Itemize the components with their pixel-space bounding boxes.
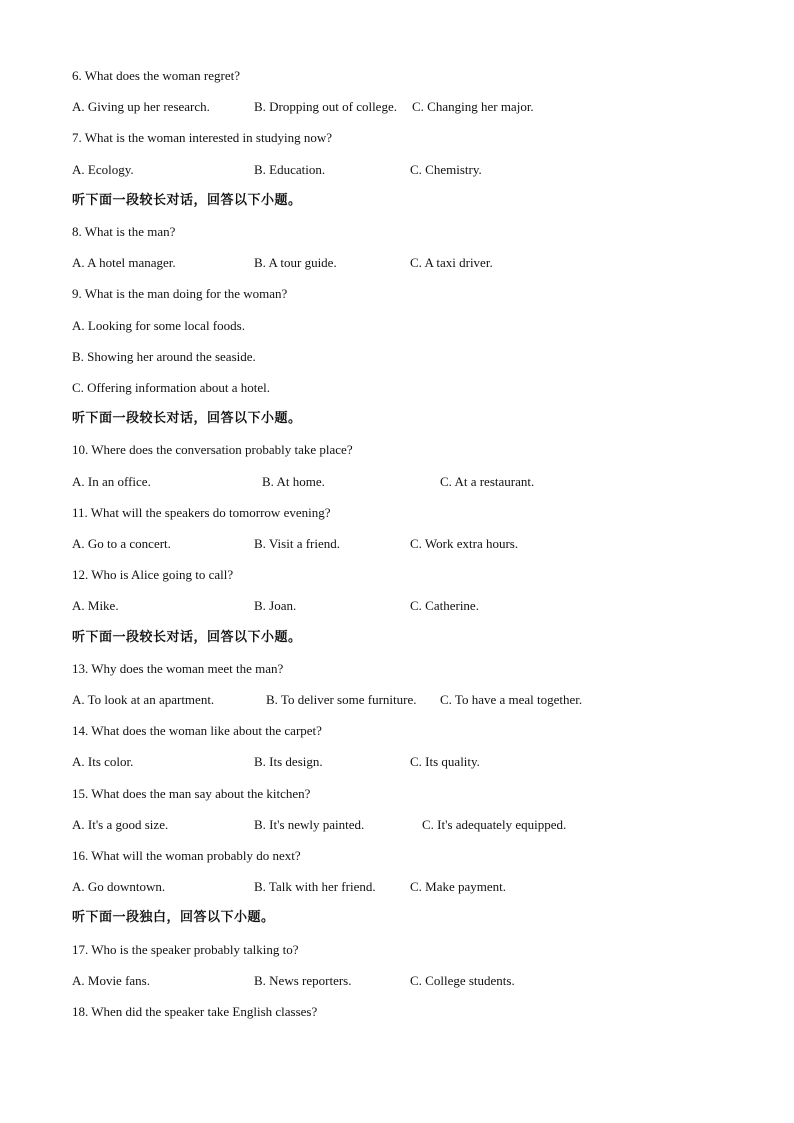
answer-option-a: A. It's a good size. [72,817,169,832]
answer-option-a: A. In an office. [72,474,151,489]
answer-option-c: C. Work extra hours. [410,536,519,551]
question-text: 8. What is the man? [72,224,176,239]
question-text: 12. Who is Alice going to call? [72,567,234,582]
answer-option-c: C. College students. [410,973,515,988]
section-heading: 听下面一段较长对话，回答以下小题。 [72,630,302,645]
answer-option-line: C. Offering information about a hotel. [72,380,270,395]
answer-option-c: C. At a restaurant. [440,474,535,489]
answer-option-c: C. Changing her major. [412,99,534,114]
answer-option-a: A. Movie fans. [72,973,150,988]
answer-option-b: B. At home. [262,474,325,489]
answer-option-a: A. To look at an apartment. [72,692,215,707]
answer-option-line: B. Showing her around the seaside. [72,349,256,364]
answer-option-b: B. Talk with her friend. [254,879,376,894]
question-text: 9. What is the man doing for the woman? [72,286,288,301]
answer-option-a: A. Ecology. [72,162,134,177]
answer-option-b: B. Its design. [254,754,323,769]
question-text: 17. Who is the speaker probably talking to? [72,942,299,957]
section-heading: 听下面一段较长对话，回答以下小题。 [72,193,302,208]
question-text: 14. What does the woman like about the carpet? [72,723,322,738]
answer-option-c: C. Catherine. [410,598,479,613]
answer-option-c: C. Chemistry. [410,162,482,177]
answer-option-a: A. Giving up her research. [72,99,210,114]
section-heading: 听下面一段独白，回答以下小题。 [72,910,275,925]
answer-option-a: A. Go to a concert. [72,536,171,551]
question-text: 10. Where does the conversation probably take place? [72,442,353,457]
section-heading: 听下面一段较长对话，回答以下小题。 [72,411,302,426]
answer-option-b: B. It's newly painted. [254,817,365,832]
answer-option-b: B. News reporters. [254,973,352,988]
answer-option-b: B. A tour guide. [254,255,337,270]
answer-option-a: A. Mike. [72,598,119,613]
answer-option-a: A. Go downtown. [72,879,166,894]
answer-option-b: B. Visit a friend. [254,536,340,551]
answer-option-c: C. To have a meal together. [440,692,583,707]
question-text: 6. What does the woman regret? [72,68,240,83]
answer-option-b: B. Education. [254,162,326,177]
answer-option-a: A. A hotel manager. [72,255,176,270]
answer-option-a: A. Its color. [72,754,134,769]
question-text: 15. What does the man say about the kitchen? [72,786,311,801]
answer-option-c: C. It's adequately equipped. [422,817,567,832]
question-text: 18. When did the speaker take English classes? [72,1004,318,1019]
answer-option-c: C. Its quality. [410,754,480,769]
answer-option-c: C. A taxi driver. [410,255,493,270]
question-text: 7. What is the woman interested in studying now? [72,130,333,145]
answer-option-b: B. Dropping out of college. [254,99,397,114]
question-text: 13. Why does the woman meet the man? [72,661,284,676]
question-text: 11. What will the speakers do tomorrow evening? [72,505,331,520]
answer-option-line: A. Looking for some local foods. [72,318,245,333]
answer-option-b: B. Joan. [254,598,297,613]
question-text: 16. What will the woman probably do next? [72,848,301,863]
answer-option-b: B. To deliver some furniture. [266,692,417,707]
answer-option-c: C. Make payment. [410,879,507,894]
